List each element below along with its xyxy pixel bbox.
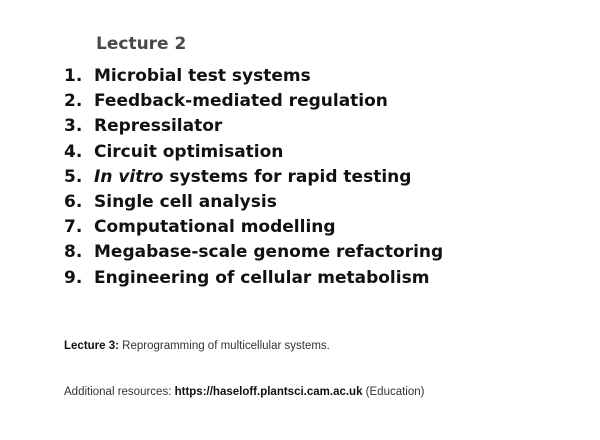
next-lecture-label: Lecture 3:	[64, 340, 119, 352]
topic-item	[64, 114, 443, 139]
next-lecture-note	[64, 340, 330, 352]
topic-number: 2.	[64, 91, 83, 112]
topic-item	[64, 140, 443, 165]
topic-title	[94, 165, 411, 190]
topic-item	[64, 240, 443, 265]
topic-number: 3.	[64, 116, 83, 137]
topic-list	[64, 64, 443, 291]
resources-suffix: (Education)	[362, 386, 425, 398]
additional-resources	[64, 386, 425, 398]
topic-number: 9.	[64, 267, 83, 288]
topic-number: 4.	[64, 141, 83, 162]
topic-title-italic: In vitro	[94, 166, 164, 187]
topic-number: 1.	[64, 66, 83, 86]
topic-title: Single cell analysis	[94, 191, 277, 212]
topic-number: 8.	[64, 242, 83, 263]
next-lecture-text: Reprogramming of multicellular systems.	[118, 340, 330, 352]
topic-number: 5.	[64, 166, 83, 187]
topic-number: 7.	[64, 217, 83, 238]
topic-number: 6.	[64, 191, 83, 212]
lecture-heading: Lecture 2	[96, 34, 187, 54]
topic-item	[64, 89, 443, 114]
topic-title: Feedback-mediated regulation	[94, 91, 388, 112]
topic-item	[64, 64, 443, 89]
topic-title: Microbial test systems	[94, 66, 311, 86]
topic-title: Megabase-scale genome refactoring	[94, 242, 444, 263]
topic-title: Computational modelling	[94, 217, 336, 238]
resources-prefix: Additional resources:	[64, 386, 175, 398]
topic-title: Repressilator	[94, 116, 223, 137]
topic-title-rest: systems for rapid testing	[163, 166, 412, 187]
topic-item	[64, 165, 443, 190]
topic-item	[64, 266, 443, 291]
topic-item	[64, 190, 443, 215]
topic-title: Circuit optimisation	[94, 141, 284, 162]
topic-item	[64, 215, 443, 240]
topic-title: Engineering of cellular metabolism	[94, 267, 430, 288]
resources-link[interactable]: https://haseloff.plantsci.cam.ac.uk	[174, 386, 363, 398]
